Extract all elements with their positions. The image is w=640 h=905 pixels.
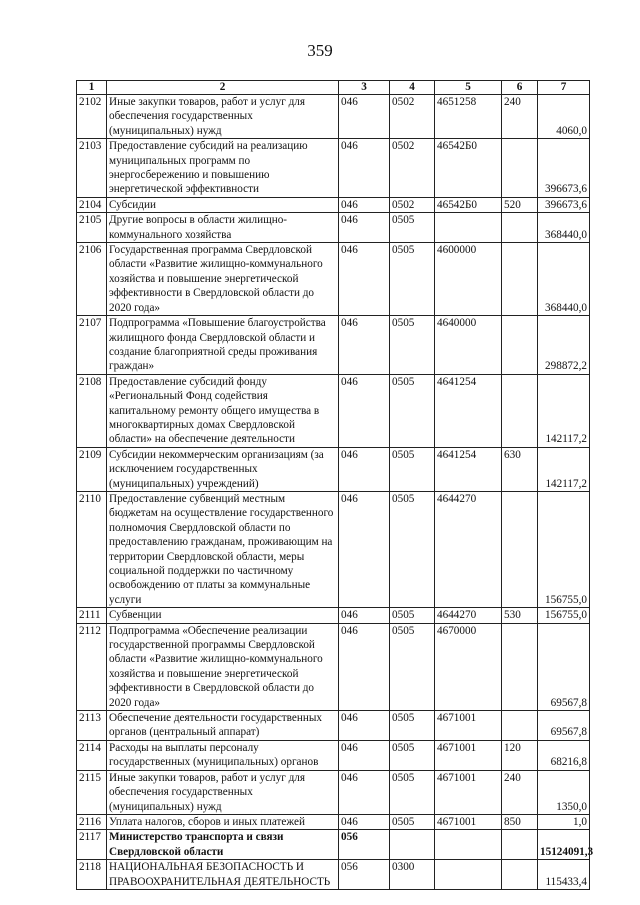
header-cell-7: 7 [538,81,590,95]
column-4-cell: 0505 [390,608,435,623]
column-3-cell: 046 [339,447,390,491]
amount-cell: 142117,2 [538,447,590,491]
column-3-cell: 046 [339,243,390,316]
row-number-cell: 2107 [77,316,107,375]
table-row [77,740,590,770]
amount-cell: 396673,6 [538,197,590,212]
row-number-cell: 2110 [77,491,107,607]
row-number-cell: 2103 [77,139,107,198]
amount-cell: 15124091,3 [538,830,590,860]
item-name-cell: Иные закупки товаров, работ и услуг для обеспечения государственных (муниципальных) нужд [107,770,339,814]
column-5-cell: 4641254 [435,447,502,491]
amount-cell: 69567,8 [538,623,590,710]
item-name-cell: НАЦИОНАЛЬНАЯ БЕЗОПАСНОСТЬ И ПРАВООХРАНИТЕЛЬНАЯ ДЕЯТЕЛЬНОСТЬ [107,860,339,890]
amount-cell: 156755,0 [538,491,590,607]
row-number-cell: 2113 [77,711,107,741]
item-name-cell: Предоставление субсидий на реализацию муниципальных программ по энергосбережению и повышению энергетической эффективности [107,139,339,198]
table-row [77,139,590,198]
column-5-cell: 4651258 [435,95,502,139]
amount-cell: 1,0 [538,814,590,829]
column-3-cell: 046 [339,740,390,770]
table-row [77,830,590,860]
column-6-cell: 240 [502,770,538,814]
table-row [77,491,590,607]
row-number-cell: 2115 [77,770,107,814]
amount-cell: 4060,0 [538,95,590,139]
row-number-cell: 2117 [77,830,107,860]
header-cell-2: 2 [107,81,339,95]
amount-cell: 115433,4 [538,860,590,890]
amount-cell: 368440,0 [538,213,590,243]
column-5-cell: 4600000 [435,243,502,316]
header-cell-5: 5 [435,81,502,95]
column-6-cell [502,374,538,447]
column-6-cell [502,491,538,607]
item-name-cell: Уплата налогов, сборов и иных платежей [107,814,339,829]
table-header-row [77,81,590,95]
header-cell-1: 1 [77,81,107,95]
column-5-cell: 4640000 [435,316,502,375]
column-5-cell: 4671001 [435,814,502,829]
column-5-cell: 4671001 [435,740,502,770]
column-5-cell: 4644270 [435,491,502,607]
column-4-cell: 0502 [390,95,435,139]
amount-cell: 142117,2 [538,374,590,447]
table-row [77,623,590,710]
column-6-cell: 850 [502,814,538,829]
row-number-cell: 2105 [77,213,107,243]
column-4-cell: 0505 [390,447,435,491]
column-6-cell [502,139,538,198]
item-name-cell: Субвенции [107,608,339,623]
row-number-cell: 2108 [77,374,107,447]
column-3-cell: 046 [339,139,390,198]
page-number: 359 [307,41,333,60]
column-6-cell [502,213,538,243]
header-cell-6: 6 [502,81,538,95]
table-row [77,213,590,243]
column-3-cell: 046 [339,491,390,607]
column-6-cell [502,711,538,741]
column-3-cell: 046 [339,197,390,212]
table-row [77,95,590,139]
table-row [77,197,590,212]
row-number-cell: 2111 [77,608,107,623]
row-number-cell: 2102 [77,95,107,139]
table-row [77,316,590,375]
table-row [77,860,590,890]
column-5-cell [435,830,502,860]
table-row [77,770,590,814]
column-5-cell: 4670000 [435,623,502,710]
item-name-cell: Субсидии некоммерческим организациям (за исключением государственных (муниципальных) учреждений) [107,447,339,491]
column-6-cell [502,316,538,375]
column-5-cell: 46542Б0 [435,197,502,212]
column-3-cell: 056 [339,860,390,890]
row-number-cell: 2106 [77,243,107,316]
column-6-cell [502,830,538,860]
table-row [77,374,590,447]
column-4-cell: 0505 [390,316,435,375]
column-5-cell: 46542Б0 [435,139,502,198]
column-3-cell: 046 [339,770,390,814]
column-6-cell: 120 [502,740,538,770]
amount-cell: 1350,0 [538,770,590,814]
column-4-cell: 0505 [390,711,435,741]
column-3-cell: 046 [339,213,390,243]
column-6-cell: 630 [502,447,538,491]
column-4-cell: 0502 [390,139,435,198]
amount-cell: 298872,2 [538,316,590,375]
column-5-cell [435,860,502,890]
column-6-cell: 530 [502,608,538,623]
header-cell-4: 4 [390,81,435,95]
item-name-cell: Иные закупки товаров, работ и услуг для обеспечения государственных (муниципальных) нужд [107,95,339,139]
column-4-cell: 0505 [390,623,435,710]
column-4-cell: 0505 [390,770,435,814]
amount-cell: 368440,0 [538,243,590,316]
item-name-cell: Государственная программа Свердловской области «Развитие жилищно-коммунального хозяйства и повышение энергетической эффективности в Свердловской области до 2020 года» [107,243,339,316]
table-row [77,447,590,491]
column-6-cell: 520 [502,197,538,212]
column-5-cell [435,213,502,243]
column-4-cell: 0300 [390,860,435,890]
column-4-cell [390,830,435,860]
column-4-cell: 0505 [390,814,435,829]
row-number-cell: 2104 [77,197,107,212]
row-number-cell: 2118 [77,860,107,890]
column-5-cell: 4671001 [435,770,502,814]
item-name-cell: Подпрограмма «Повышение благоустройства жилищного фонда Свердловской области и создание благоприятной среды проживания граждан» [107,316,339,375]
column-5-cell: 4644270 [435,608,502,623]
item-name-cell: Расходы на выплаты персоналу государственных (муниципальных) органов [107,740,339,770]
item-name-cell: Обеспечение деятельности государственных органов (центральный аппарат) [107,711,339,741]
item-name-cell: Другие вопросы в области жилищно-коммунального хозяйства [107,213,339,243]
item-name-cell: Министерство транспорта и связи Свердловской области [107,830,339,860]
column-4-cell: 0505 [390,213,435,243]
budget-table [76,80,594,890]
column-4-cell: 0505 [390,374,435,447]
column-4-cell: 0502 [390,197,435,212]
item-name-cell: Предоставление субвенций местным бюджетам на осуществление государственного полномочия Свердловской области по предоставлению гражданам, проживающим на территории Свердловской области, меры социальной поддержки по частичному освобождению от платы за коммунальные услуги [107,491,339,607]
item-name-cell: Подпрограмма «Обеспечение реализации государственной программы Свердловской области «Развитие жилищно-коммунального хозяйства и повышение энергетической эффективности в Свердловской области до 2020 года» [107,623,339,710]
amount-cell: 68216,8 [538,740,590,770]
amount-cell: 156755,0 [538,608,590,623]
column-3-cell: 056 [339,830,390,860]
column-4-cell: 0505 [390,243,435,316]
column-4-cell: 0505 [390,491,435,607]
column-4-cell: 0505 [390,740,435,770]
table-row [77,814,590,829]
header-cell-3: 3 [339,81,390,95]
row-number-cell: 2114 [77,740,107,770]
row-number-cell: 2112 [77,623,107,710]
column-6-cell [502,623,538,710]
column-3-cell: 046 [339,711,390,741]
column-3-cell: 046 [339,374,390,447]
row-number-cell: 2116 [77,814,107,829]
column-6-cell [502,243,538,316]
table-row [77,608,590,623]
item-name-cell: Предоставление субсидий фонду «Региональный Фонд содействия капитальному ремонту общего имущества в многоквартирных домах Свердловской области» на обеспечение деятельности [107,374,339,447]
column-6-cell: 240 [502,95,538,139]
table-row [77,711,590,741]
item-name-cell: Субсидии [107,197,339,212]
column-3-cell: 046 [339,623,390,710]
row-number-cell: 2109 [77,447,107,491]
column-3-cell: 046 [339,316,390,375]
column-3-cell: 046 [339,95,390,139]
column-6-cell [502,860,538,890]
column-3-cell: 046 [339,814,390,829]
amount-cell: 69567,8 [538,711,590,741]
amount-cell: 396673,6 [538,139,590,198]
column-5-cell: 4671001 [435,711,502,741]
column-5-cell: 4641254 [435,374,502,447]
column-3-cell: 046 [339,608,390,623]
table-row [77,243,590,316]
table-body [77,81,594,890]
